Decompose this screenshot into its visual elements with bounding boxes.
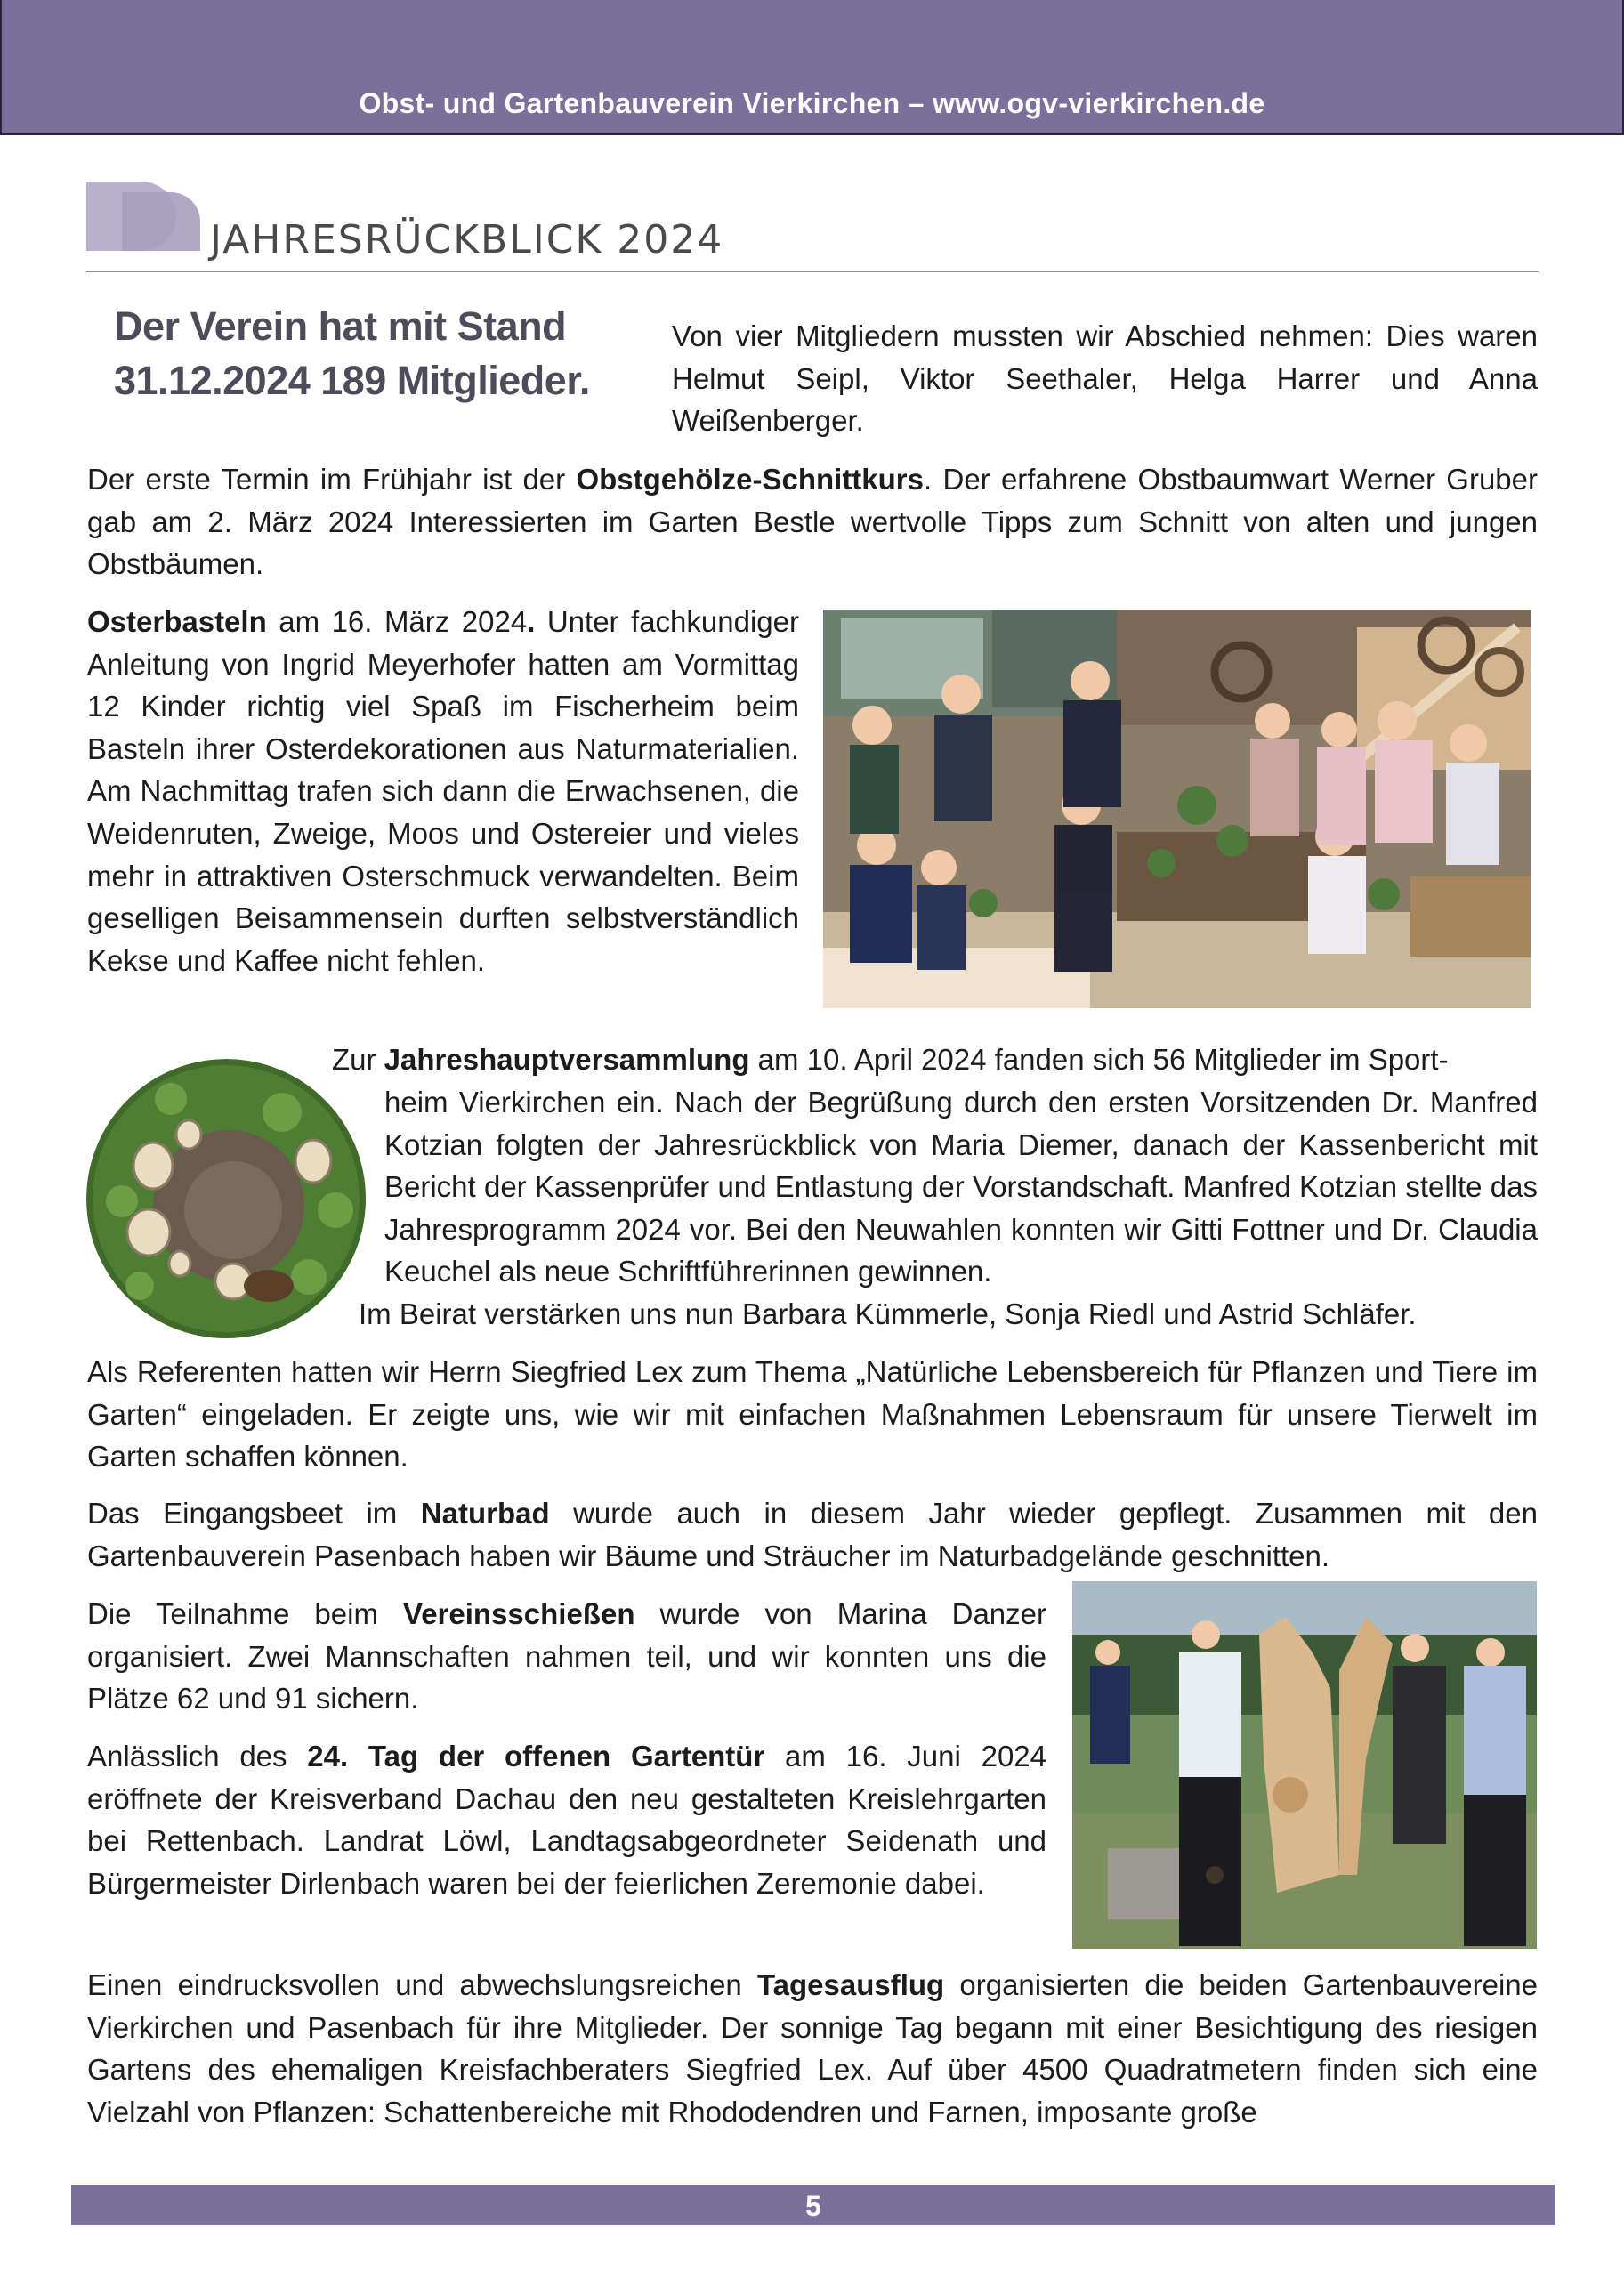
schnittkurs-highlight: Obstgehölze-Schnittkurs	[576, 463, 925, 496]
title-divider	[86, 271, 1539, 272]
naturbad-highlight: Naturbad	[420, 1497, 550, 1530]
osterbasteln-highlight: Osterbasteln	[87, 605, 267, 638]
paragraph-referent: Als Referenten hatten wir Herrn Siegfried Lex zum Thema „Natürliche Lebensbereich für Pflanzen und Tiere im Garten“ eingeladen. Er zeigte uns, wie wir mit einfachen Maßnahmen Lebensraum für unsere Tierwelt im Garten schaffen können.	[87, 1355, 1538, 1474]
paragraph-vereinsschiessen: Die Teilnahme beim Vereinsschießen wurde von Marina Danzer organisiert. Zwei Mannschaften nahmen teil, und wir konnten uns die Plätze 62 und 91 sichern.	[87, 1597, 1046, 1716]
pull-quote: Der Verein hat mit Stand 31.12.2024 189 Mitglieder.	[114, 303, 590, 404]
paragraph-osterbasteln: Osterbasteln am 16. März 2024. Unter fachkundiger Anleitung von Ingrid Meyerhofer hatten am Vormittag 12 Kinder richtig viel Spaß im Fischerheim beim Basteln ihrer Osterdekorationen aus Naturmaterialien. Am Nachmittag trafen sich dann die Erwachsenen, die Weidenruten, Zweige, Moos und Ostereier und vieles mehr in attraktiven Osterschmuck verwandelten. Beim geselligen Beisammensein durften selbstverständlich Kekse und Kaffee nicht fehlen.	[87, 605, 799, 977]
photo-osterbasteln-kinder	[823, 610, 1531, 1008]
paragraph-gartentuer: Anlässlich des 24. Tag der offenen Gartentür am 16. Juni 2024 eröffnete der Kreisverband Dachau den neu gestalteten Kreislehrgarten bei Rettenbach. Landrat Löwl, Landtagsabgeordneter Seidenath und Bürgermeister Dirlenbach waren bei der feierlichen Zeremonie dabei.	[87, 1740, 1046, 1900]
paragraph-tagesausflug: Einen eindrucksvollen und abwechslungsreichen Tagesausflug organisierten die beiden Gartenbauvereine Vierkirchen und Pasenbach für ihre Mitglieder. Der sonnige Tag begann mit einer Besichtigung des riesigen Gartens des ehemaligen Kreisfachberaters Siegfried Lex. Auf über 4500 Quadratmetern finden sich eine Vielzahl von Pflanzen: Schattenbereiche mit Rhododendren und Farnen, imposante große	[87, 1968, 1538, 2129]
paragraph-schnittkurs: Der erste Termin im Frühjahr ist der Obstgehölze-Schnittkurs. Der erfahrene Obstbaumwart Werner Gruber gab am 2. März 2024 Interessierten im Garten Bestle wertvolle Tipps zum Schnitt von alten und jungen Obstbäumen.	[87, 463, 1538, 581]
gartentuer-highlight: 24. Tag der offenen Gartentür	[307, 1740, 765, 1773]
photo-osterkranz	[86, 1059, 367, 1339]
section-logo-icon	[86, 182, 200, 251]
section-title: JAHRESRÜCKBLICK 2024	[210, 217, 724, 263]
header-text: Obst- und Gartenbauverein Vierkirchen – www.ogv-vierkirchen.de	[359, 87, 1265, 119]
page-number: 5	[805, 2190, 821, 2222]
photo-kreislehrgarten-eroeffnung	[1072, 1581, 1537, 1949]
vereinsschiessen-highlight: Vereinsschießen	[403, 1597, 635, 1630]
footer-band	[71, 2185, 1555, 2225]
paragraph-jhv-beirat: Im Beirat verstärken uns nun Barbara Kümmerle, Sonja Riedl und Astrid Schläfer.	[359, 1297, 1417, 1330]
header-band	[0, 0, 1624, 135]
paragraph-jhv-line1: Zur Jahreshauptversammlung am 10. April 2024 fanden sich 56 Mitglieder im Sport-	[332, 1043, 1449, 1076]
tagesausflug-highlight: Tagesausflug	[756, 1968, 945, 2001]
paragraph-jhv-body: heim Vierkirchen ein. Nach der Begrüßung durch den ersten Vorsitzenden Dr. Manfred Kotzian folgten der Jahresrückblick von Maria Diemer, danach der Kassenbericht mit Bericht der Kassenprüfer und Entlastung der Vorstandschaft. Manfred Kotzian stellte das Jahresprogramm 2024 vor. Bei den Neuwahlen konnten wir Gitti Fottner und Dr. Claudia Keuchel als neue Schriftführerinnen gewinnen.	[384, 1086, 1538, 1288]
jahreshauptversammlung-highlight: Jahreshauptversammlung	[384, 1043, 750, 1076]
paragraph-naturbad: Das Eingangsbeet im Naturbad wurde auch in diesem Jahr wieder gepflegt. Zusammen mit den Gartenbauverein Pasenbach haben wir Bäume und Sträucher im Naturbadgelände geschnitten.	[87, 1497, 1538, 1572]
paragraph-abschied: Von vier Mitgliedern mussten wir Abschied nehmen: Dies waren Helmut Seipl, Viktor Seethaler, Helga Harrer und Anna Weißenberger.	[672, 319, 1538, 438]
